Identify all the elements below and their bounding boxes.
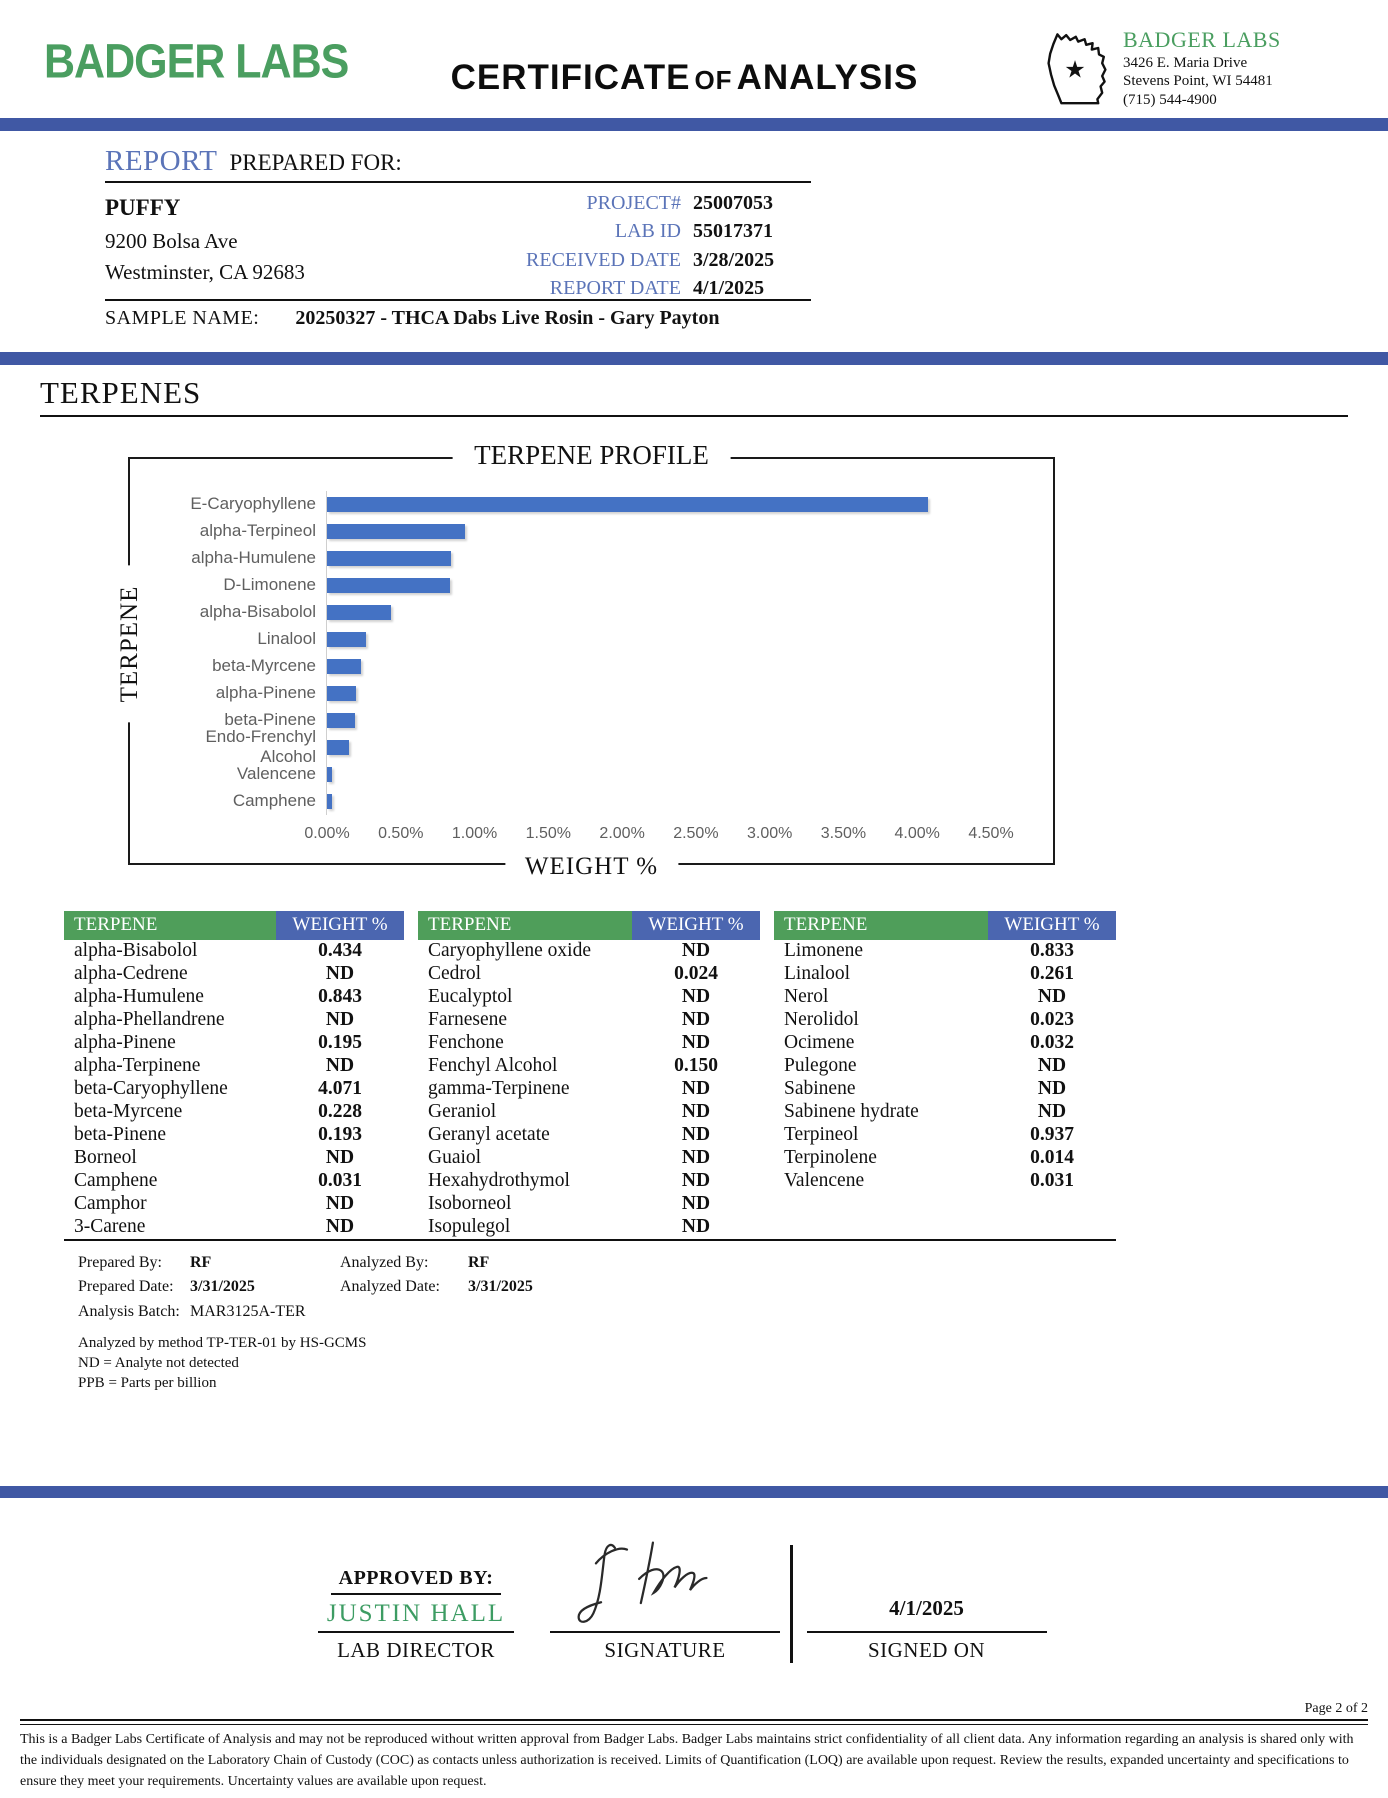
signature-icon: [570, 1534, 760, 1629]
table-cell-weight: ND: [325, 1055, 355, 1076]
report-info-section: [105, 145, 811, 330]
table-cell-weight: ND: [681, 1078, 711, 1099]
table-cell-terpene: Ocimene: [784, 1032, 855, 1053]
footer-disclaimer: This is a Badger Labs Certificate of Analysis and may not be reproduced without written approval from Badger Labs. Badger Labs maintains strict confidentiality of all client data. Any information regarding an analysis is shared only with the individuals designated on the Laboratory Chain of Custody (COC) as contacts unless authorization is received. Limits of Quantification (LOQ) are available upon request. Review the results, expanded uncertainty and specifications to ensure they meet your requirements. Uncertainty values are available upon request.: [20, 1732, 1354, 1789]
table-cell-gap: [404, 1170, 418, 1193]
table-cell-weight: ND: [681, 1193, 711, 1214]
title-word-certificate: CERTIFICATE: [450, 58, 691, 97]
chart-category-label: Endo-Frenchyl Alcohol: [205, 727, 316, 766]
table-cell-gap: [404, 1078, 418, 1101]
table-header-gap: [760, 911, 774, 940]
table-cell-weight: 0.193: [318, 1124, 362, 1145]
field-label: LAB ID: [614, 220, 681, 243]
table-cell-terpene: Camphor: [74, 1193, 147, 1214]
chart-x-axis-label: WEIGHT %: [505, 853, 678, 881]
signed-on-label: SIGNED ON: [867, 1637, 986, 1662]
table-cell-terpene: alpha-Terpinene: [74, 1055, 201, 1076]
table-cell-weight: ND: [681, 1170, 711, 1191]
table-cell-gap: [404, 1032, 418, 1055]
chart-xtick: 2.50%: [673, 824, 719, 842]
page-header: [0, 0, 1388, 118]
table-cell-weight: 0.023: [1030, 1009, 1074, 1030]
table-cell-gap: [760, 940, 774, 963]
chart-xtick: 3.50%: [820, 824, 867, 842]
table-cell-terpene: Terpinolene: [784, 1147, 877, 1168]
table-cell-weight: ND: [325, 1193, 355, 1214]
chart-bar-track: [326, 680, 991, 707]
chart-bar: [327, 605, 391, 620]
table-cell-weight: [988, 1193, 1116, 1216]
table-header-weight: WEIGHT %: [276, 911, 404, 940]
table-cell-gap: [760, 1101, 774, 1124]
chart-category-label: Valencene: [236, 764, 316, 783]
field-value: 3/28/2025: [693, 248, 775, 271]
chart-category-label: alpha-Terpineol: [199, 521, 316, 540]
chart-bar: [327, 713, 355, 728]
table-cell-terpene: Cedrol: [428, 963, 482, 984]
table-cell-weight: ND: [632, 1216, 760, 1241]
footer-rule: [20, 1719, 1368, 1725]
chart-rows: [146, 491, 991, 815]
chart-xtick: 3.00%: [746, 824, 793, 842]
divider-bar-top: [0, 118, 1388, 131]
table-cell-terpene: Caryophyllene oxide: [428, 940, 591, 961]
field-report-date: [526, 274, 811, 302]
field-received-date: [526, 246, 811, 274]
table-cell-weight: ND: [681, 986, 711, 1007]
chart-bar-track: [326, 572, 991, 599]
title-word-of: OF: [694, 65, 733, 95]
table-cell-terpene: Geraniol: [428, 1101, 497, 1122]
chart-xtick: 4.00%: [894, 824, 940, 842]
chart-bar-track: [326, 491, 991, 518]
signature-block: [550, 1534, 780, 1663]
chart-category-label: Linalool: [257, 629, 316, 648]
chart-category-label: alpha-Pinene: [215, 683, 316, 702]
table-cell-terpene: Isoborneol: [428, 1193, 512, 1214]
chart-bar: [327, 578, 450, 593]
chart-bar: [327, 740, 349, 755]
chart-xtick: 0.50%: [378, 824, 424, 842]
chart-category-label: alpha-Bisabolol: [199, 602, 316, 621]
table-cell-weight: ND: [1037, 1101, 1067, 1122]
approver-role: LAB DIRECTOR: [337, 1637, 495, 1662]
table-cell-terpene: Sabinene: [784, 1078, 856, 1099]
field-label: RECEIVED DATE: [526, 248, 681, 271]
analysis-batch-label: Analysis Batch:: [78, 1303, 180, 1321]
table-cell-weight: 0.843: [318, 986, 362, 1007]
table-cell-gap: [760, 1124, 774, 1147]
chart-xtick: 1.50%: [525, 824, 572, 842]
table-cell-weight: 0.937: [1030, 1124, 1074, 1145]
approver-name: JUSTIN HALL: [318, 1597, 514, 1633]
chart-row: [146, 761, 991, 788]
table-cell-weight: 0.195: [318, 1032, 362, 1053]
chart-xtick: 1.00%: [451, 824, 498, 842]
method-note-line: Analyzed by method TP-TER-01 by HS-GCMS: [78, 1334, 367, 1351]
table-cell-gap: [404, 1055, 418, 1078]
chart-xtick: 4.50%: [968, 824, 1014, 842]
chart-xticks: [304, 824, 1014, 849]
terpene-profile-chart: [116, 439, 1055, 880]
table-cell-terpene: Limonene: [784, 940, 864, 961]
chart-bar-track: [326, 545, 991, 572]
table-cell-terpene: [774, 1216, 988, 1241]
table-cell-weight: 0.261: [1030, 963, 1074, 984]
table-cell-gap: [760, 986, 774, 1009]
table-cell-weight: ND: [681, 1009, 711, 1030]
table-cell-weight: 0.228: [318, 1101, 362, 1122]
table-cell-weight: ND: [325, 1147, 355, 1168]
terpene-table: [64, 911, 1388, 1241]
page-title: [334, 26, 1035, 98]
chart-bar-track: [326, 518, 991, 545]
table-cell-terpene: Guaiol: [428, 1147, 482, 1168]
chart-category-label: D-Limonene: [223, 575, 316, 594]
chart-bar-track: [326, 761, 991, 788]
table-cell-terpene: alpha-Phellandrene: [74, 1009, 225, 1030]
field-value: 4/1/2025: [693, 277, 765, 300]
lab-address-line2: Stevens Point, WI 54481: [1123, 73, 1273, 90]
report-fields: [526, 189, 811, 303]
chart-row: [146, 491, 991, 518]
table-cell-gap: [404, 1193, 418, 1216]
chart-category-label: Camphene: [232, 791, 316, 810]
table-cell-gap: [404, 963, 418, 986]
table-cell-weight: 0.024: [674, 963, 718, 984]
table-cell-weight: 0.032: [1030, 1032, 1074, 1053]
table-cell-terpene: alpha-Cedrene: [74, 963, 188, 984]
chart-title: TERPENE PROFILE: [452, 440, 731, 471]
chart-row: [146, 788, 991, 815]
table-cell-terpene: Fenchone: [428, 1032, 504, 1053]
chart-xtick: 2.00%: [599, 824, 645, 842]
chart-row: [146, 626, 991, 653]
signed-on-block: [807, 1596, 1047, 1663]
table-cell-terpene: beta-Caryophyllene: [74, 1078, 228, 1099]
table-cell-terpene: gamma-Terpinene: [428, 1078, 570, 1099]
prepared-by-label: Prepared By:: [78, 1253, 162, 1271]
divider-bar-approval: [0, 1486, 1388, 1498]
prepared-date-value: 3/31/2025: [190, 1278, 255, 1296]
client-address2: Westminster, CA 92683: [105, 260, 305, 284]
table-cell-gap: [404, 1124, 418, 1147]
analyzed-by-value: RF: [468, 1253, 490, 1271]
report-heading-rest: PREPARED FOR:: [229, 150, 402, 175]
table-cell-terpene: Hexahydrothymol: [428, 1170, 570, 1191]
table-cell-terpene: Nerolidol: [784, 1009, 859, 1030]
terpenes-section-title: [40, 375, 1348, 417]
title-word-analysis: ANALYSIS: [736, 58, 919, 97]
chart-bar-track: [326, 707, 991, 734]
table-header-terpene: TERPENE: [418, 911, 632, 940]
lab-address-line1: 3426 E. Maria Drive: [1123, 54, 1248, 71]
analyzed-by-label: Analyzed By:: [340, 1253, 429, 1271]
table-cell-terpene: alpha-Bisabolol: [74, 940, 198, 961]
table-cell-weight: ND: [276, 1216, 404, 1241]
brand-name: BADGER LABS: [44, 34, 349, 89]
table-cell-terpene: Borneol: [74, 1147, 137, 1168]
approved-by-label: APPROVED BY:: [331, 1567, 502, 1595]
chart-row: [146, 572, 991, 599]
table-cell-gap: [404, 1147, 418, 1170]
table-cell-weight: 0.031: [318, 1170, 362, 1191]
table-cell-weight: ND: [681, 1124, 711, 1145]
table-cell-terpene: Pulegone: [784, 1055, 857, 1076]
approval-vertical-divider: [790, 1545, 793, 1663]
field-label: PROJECT#: [586, 192, 681, 214]
table-header-weight: WEIGHT %: [632, 911, 760, 940]
method-note-line: PPB = Parts per billion: [78, 1375, 217, 1392]
table-cell-weight: ND: [681, 1101, 711, 1122]
table-cell-terpene: Sabinene hydrate: [784, 1101, 919, 1122]
chart-y-axis-label: TERPENE: [116, 566, 144, 723]
client-address1: 9200 Bolsa Ave: [105, 228, 238, 253]
lab-name: BADGER LABS: [1123, 27, 1281, 52]
chart-row: [146, 653, 991, 680]
analysis-meta: [78, 1251, 1388, 1394]
chart-bar: [327, 794, 332, 809]
table-cell-weight: ND: [325, 1009, 355, 1030]
chart-bar: [327, 551, 451, 566]
table-cell-terpene: Valencene: [784, 1170, 865, 1191]
terpenes-heading: TERPENES: [40, 374, 202, 410]
chart-bar: [327, 659, 361, 674]
table-cell-terpene: Geranyl acetate: [428, 1124, 550, 1145]
sample-name-row: [105, 299, 811, 330]
table-header-weight: WEIGHT %: [988, 911, 1116, 940]
star-icon: ★: [1064, 55, 1086, 84]
chart-bar: [327, 632, 366, 647]
table-cell-gap: [404, 1009, 418, 1032]
chart-bar: [327, 524, 465, 539]
table-header-terpene: TERPENE: [64, 911, 276, 940]
table-cell-gap: [404, 940, 418, 963]
table-cell-gap: [404, 986, 418, 1009]
analyzed-date-value: 3/31/2025: [468, 1278, 533, 1296]
table-cell-terpene: beta-Myrcene: [74, 1101, 183, 1122]
table-cell-terpene: Camphene: [74, 1170, 158, 1191]
table-cell-terpene: Linalool: [784, 963, 851, 984]
chart-category-label: E-Caryophyllene: [190, 494, 316, 513]
chart-category-label: alpha-Humulene: [191, 548, 316, 567]
table-cell-terpene: Farnesene: [428, 1009, 508, 1030]
sample-name-value: 20250327 - THCA Dabs Live Rosin - Gary Payton: [295, 306, 720, 329]
signed-on-line: [807, 1631, 1047, 1633]
table-cell-gap: [404, 1216, 418, 1241]
table-cell-terpene: Nerol: [784, 986, 829, 1007]
table-cell-weight: ND: [1037, 1055, 1067, 1076]
page-number: Page 2 of 2: [1304, 1701, 1368, 1716]
page-footer: [0, 1701, 1388, 1792]
table-cell-weight: ND: [1037, 986, 1067, 1007]
table-cell-terpene: beta-Pinene: [74, 1124, 167, 1145]
analysis-batch-value: MAR3125A-TER: [190, 1303, 306, 1321]
table-cell-gap: [760, 1009, 774, 1032]
chart-bar-track: [326, 788, 991, 815]
table-cell-weight: ND: [1037, 1078, 1067, 1099]
chart-bar-track: [326, 734, 991, 761]
chart-bar-track: [326, 653, 991, 680]
table-cell-weight: [988, 1216, 1116, 1241]
client-name: PUFFY: [105, 195, 181, 220]
table-cell-terpene: Eucalyptol: [428, 986, 513, 1007]
table-cell-terpene: Terpineol: [784, 1124, 859, 1145]
table-cell-weight: ND: [325, 963, 355, 984]
chart-bar: [327, 767, 332, 782]
chart-category-label: beta-Myrcene: [212, 656, 316, 675]
approved-by-block: [318, 1567, 514, 1663]
table-cell-weight: ND: [681, 1032, 711, 1053]
field-label: REPORT DATE: [549, 277, 681, 300]
chart-bar: [327, 497, 928, 512]
table-cell-weight: 0.150: [674, 1055, 718, 1076]
table-cell-terpene: alpha-Humulene: [74, 986, 204, 1007]
wisconsin-map-icon: [1035, 28, 1115, 108]
field-value: 55017371: [693, 220, 773, 243]
method-note-line: ND = Analyte not detected: [78, 1355, 239, 1372]
signature-label: SIGNATURE: [604, 1637, 726, 1662]
chart-bar-track: [326, 599, 991, 626]
lab-address-card: [1035, 26, 1360, 110]
table-cell-weight: 4.071: [318, 1078, 362, 1099]
table-cell-weight: 0.833: [1030, 940, 1074, 961]
chart-row: [146, 518, 991, 545]
signature-line: [550, 1631, 780, 1633]
lab-phone: (715) 544-4900: [1123, 92, 1217, 108]
chart-row: [146, 599, 991, 626]
chart-bar: [327, 686, 356, 701]
approval-section: [318, 1534, 1388, 1663]
chart-row: [146, 545, 991, 572]
report-heading-accent: REPORT: [105, 145, 218, 177]
table-cell-terpene: 3-Carene: [64, 1216, 276, 1241]
table-cell-gap: [760, 1193, 774, 1216]
prepared-date-label: Prepared Date:: [78, 1278, 174, 1296]
report-heading: [105, 145, 811, 183]
prepared-by-value: RF: [190, 1253, 212, 1271]
brand-logo: [34, 26, 349, 98]
analyzed-date-label: Analyzed Date:: [340, 1278, 440, 1296]
table-cell-weight: ND: [681, 940, 711, 961]
sample-name-label: SAMPLE NAME:: [105, 306, 260, 329]
signed-date: 4/1/2025: [889, 1595, 964, 1620]
chart-xtick: 0.00%: [304, 824, 350, 842]
divider-bar-terpenes: [0, 352, 1388, 365]
table-cell-gap: [760, 1147, 774, 1170]
table-cell-gap: [760, 1055, 774, 1078]
chart-bar-track: [326, 626, 991, 653]
table-cell-weight: ND: [681, 1147, 711, 1168]
table-cell-gap: [760, 963, 774, 986]
table-cell-gap: [760, 1216, 774, 1241]
table-cell-terpene: alpha-Pinene: [74, 1032, 176, 1053]
field-value: 25007053: [693, 192, 773, 214]
table-cell-weight: 0.014: [1030, 1147, 1074, 1168]
chart-category-label: beta-Pinene: [224, 710, 316, 729]
table-cell-weight: 0.434: [318, 940, 362, 961]
table-header-gap: [404, 911, 418, 940]
table-cell-gap: [760, 1032, 774, 1055]
field-project: [526, 189, 811, 217]
table-cell-terpene: [774, 1193, 988, 1216]
table-cell-weight: 0.031: [1030, 1170, 1074, 1191]
table-cell-gap: [404, 1101, 418, 1124]
chart-row: [146, 727, 991, 766]
table-cell-gap: [760, 1170, 774, 1193]
table-cell-terpene: Isopulegol: [418, 1216, 632, 1241]
chart-row: [146, 680, 991, 707]
table-cell-terpene: Fenchyl Alcohol: [428, 1055, 558, 1076]
field-lab-id: [526, 217, 811, 245]
table-header-terpene: TERPENE: [774, 911, 988, 940]
table-cell-gap: [760, 1078, 774, 1101]
method-notes: [78, 1333, 1388, 1394]
